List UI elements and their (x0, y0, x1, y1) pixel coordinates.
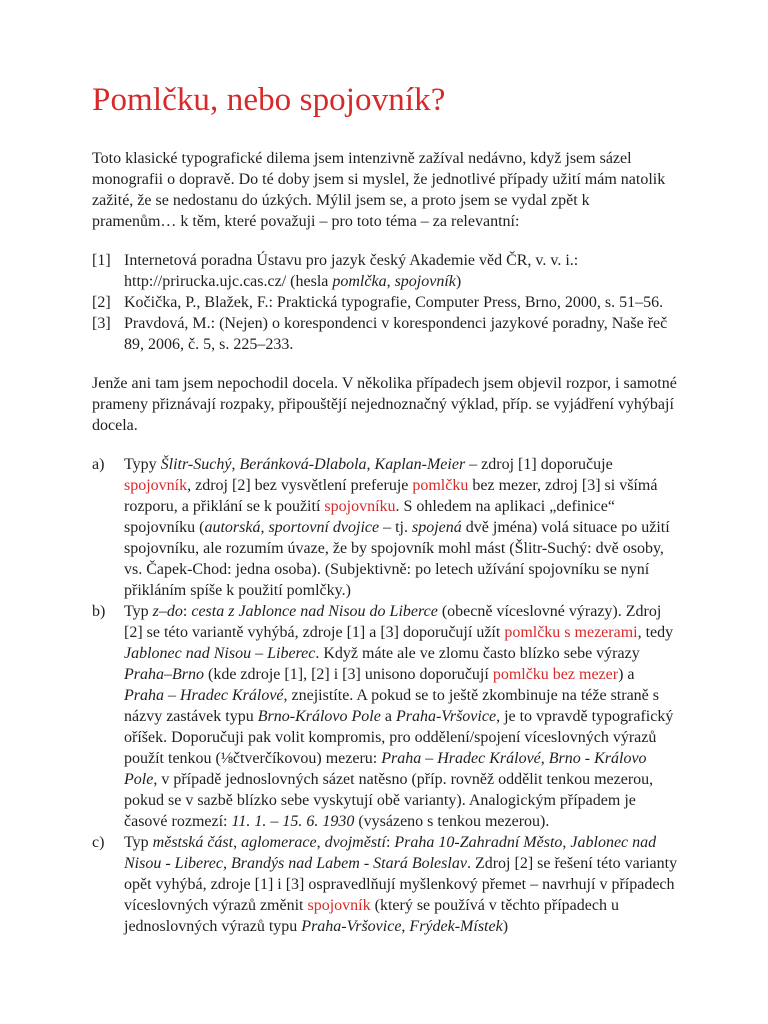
italic-term: Praha-Vršovice (395, 708, 497, 725)
highlighted-term: spojovníku (324, 498, 396, 515)
highlighted-term: pomlčku (412, 477, 469, 494)
case-label: c) (92, 834, 105, 851)
case-item-c (92, 832, 678, 937)
intro-paragraph: Toto klasické typografické dilema jsem intenzivně zažíval nedávno, když jsem sázel monografii o dopravě. Do té doby jsem si myslel, že jednotlivé případy užití mám natolik zažité, že se nedostanu do úzkých. Mýlil jsem se, a proto jsem se vydal zpět k pramenům… k těm, které považuji – pro toto téma – za relevantní: (92, 150, 666, 230)
reference-number: [2] (92, 294, 111, 311)
case-text (124, 601, 678, 832)
text-part: Typy (124, 456, 161, 473)
italic-term: cesta z Jablonce nad Nisou do Liberce (191, 603, 438, 620)
case-list (92, 454, 678, 937)
text-part: , (401, 918, 410, 935)
highlighted-term: pomlčku bez mezer (492, 666, 619, 683)
text-part: (vysázeno s tenkou mezerou). (354, 813, 550, 830)
text-part: , zdroj [2] bez vysvětlení preferuje (187, 477, 413, 494)
reference-italic: spojovník (394, 273, 456, 290)
italic-term: Frýdek-Místek (409, 918, 503, 935)
case-item-a (92, 454, 678, 601)
reference-text: Kočička, P., Blažek, F.: Praktická typografie, Computer Press, Brno, 2000, s. 51–56. (124, 294, 664, 311)
reference-text-part: ) (455, 273, 462, 290)
italic-term: Praha – Hradec Králové (381, 750, 541, 767)
text-part: bez mezer, zdroj [3] si všímá rozporu, a přiklání se k použití (124, 477, 658, 515)
text-part: – zdroj [1] doporučuje (465, 456, 613, 473)
reference-text: Pravdová, M.: (Nejen) o korespondenci v korespondenci jazykové poradny, Naše řeč 89, 2006, č. 5, s. 225–233. (124, 315, 668, 353)
text-part: (kde zdroje [1], [2] i [3] unisono doporučují (204, 666, 493, 683)
text-part: ) a (618, 666, 635, 683)
italic-term: Praha-Vršovice (301, 918, 402, 935)
italic-term: Praha–Brno (124, 666, 204, 683)
text-part: Typ (124, 834, 153, 851)
text-part: : (385, 834, 395, 851)
highlighted-term: spojovník (124, 477, 188, 494)
reference-list (92, 250, 678, 355)
reference-item-1 (92, 250, 678, 292)
reference-item-2 (92, 292, 678, 313)
reference-number: [3] (92, 315, 111, 332)
text-part: dvě jména) volá situace po užití spojovníku, ale rozumím úvaze, že by spojovník mohl mást (Šlitr-Suchý: dvě osoby, vs. Čapek-Chod: jedna osoba). (Subjektivně: po letech užívání spojovníku se nyní přikláním spíše k použití pomlčky.) (124, 519, 670, 599)
case-label: a) (92, 456, 105, 473)
italic-term: 11. 1. – 15. 6. 1930 (231, 813, 355, 830)
reference-text-part: , (386, 273, 395, 290)
text-part: , znejistíte. A pokud se to ještě zkombinuje na téže straně s názvy zastávek typu (124, 687, 659, 725)
text-part: , (231, 456, 240, 473)
text-part: , (562, 834, 571, 851)
italic-term: aglomerace (241, 834, 317, 851)
highlighted-term: pomlčku s mezerami (504, 624, 638, 641)
text-part: . S ohledem na aplikaci „definice“ spojovníku ( (124, 498, 615, 536)
reference-text-part: Internetová poradna Ústavu pro jazyk český Akademie věd ČR, v. v. i.: http://prirucka.ujc.cas.cz/ (hesla (124, 252, 579, 290)
italic-term: Šlitr-Suchý (160, 456, 232, 473)
document-page (92, 80, 678, 937)
text-part: Typ (124, 603, 153, 620)
italic-term: Beránková-Dlabola (239, 456, 367, 473)
case-label: b) (92, 603, 106, 620)
text-part: : (182, 603, 192, 620)
italic-term: Praha – Hradec Králové (124, 687, 284, 704)
italic-term: Jablonec nad Nisou – Liberec (124, 645, 316, 662)
italic-term: Kaplan-Meier (374, 456, 466, 473)
italic-term: městská část (152, 834, 234, 851)
text-part: (obecně víceslovné výrazy). Zdroj [2] se této variantě vyhýbá, zdroje [1] a [3] doporučují užít (124, 603, 662, 641)
text-part: , v případě jednoslovných sázet natěsno (příp. rovněž oddělit tenkou mezerou, pokud se v sazbě blízko sebe vyskytují obě varianty). Analogickým případem je časové rozmezí: (124, 771, 654, 830)
page-title: Pomlčku, nebo spojovník? (92, 82, 446, 118)
italic-term: Praha 10-Zahradní Město (394, 834, 563, 851)
case-text (124, 832, 678, 937)
text-part: a (380, 708, 396, 725)
text-part: . Zdroj [2] se řešení této varianty opět vyhýbá, zdroje [1] i [3] ospravedlňují myšlenkový přemet – navrhují v případech víceslovných výrazů změnit (124, 855, 678, 914)
text-part: , (366, 456, 375, 473)
highlighted-term: spojovník (307, 897, 371, 914)
body-paragraph: Jenže ani tam jsem nepochodil docela. V několika případech jsem objevil rozpor, i samotné prameny přiznávají rozpaky, připouštějí nejednoznačný výklad, příp. se vyjádření vyhýbají docela. (92, 375, 677, 434)
reference-number: [1] (92, 252, 111, 269)
reference-item-3 (92, 313, 678, 355)
text-part: , (316, 834, 325, 851)
text-part: , (540, 750, 549, 767)
italic-term: dvojměstí (324, 834, 386, 851)
reference-italic: pomlčka (332, 273, 387, 290)
italic-term: Brno - Královo Pole (124, 750, 647, 788)
italic-term: spojená (411, 519, 462, 536)
text-part: , (233, 834, 242, 851)
text-part: (který se používá v těchto případech u jednoslovných výrazů typu (124, 897, 619, 935)
reference-text (124, 250, 678, 292)
text-part: – tj. (379, 519, 412, 536)
italic-term: Jablonec nad Nisou - Liberec, Brandýs nad Labem - Stará Boleslav (124, 834, 657, 872)
case-item-b (92, 601, 678, 832)
case-text (124, 454, 678, 601)
italic-term: Brno-Královo Pole (257, 708, 381, 725)
text-part: , je to vpravdě typografický oříšek. Doporučuji pak volit kompromis, pro oddělení/spojení víceslovných výrazů použít tenkou (⅛čtverčíkovou) mezeru: (124, 708, 674, 767)
italic-term: z–do (152, 603, 183, 620)
text-part: . Když máte ale ve zlomu často blízko sebe výrazy (315, 645, 640, 662)
text-part: ) (502, 918, 509, 935)
text-part: , tedy (637, 624, 674, 641)
italic-term: autorská, sportovní dvojice (204, 519, 380, 536)
